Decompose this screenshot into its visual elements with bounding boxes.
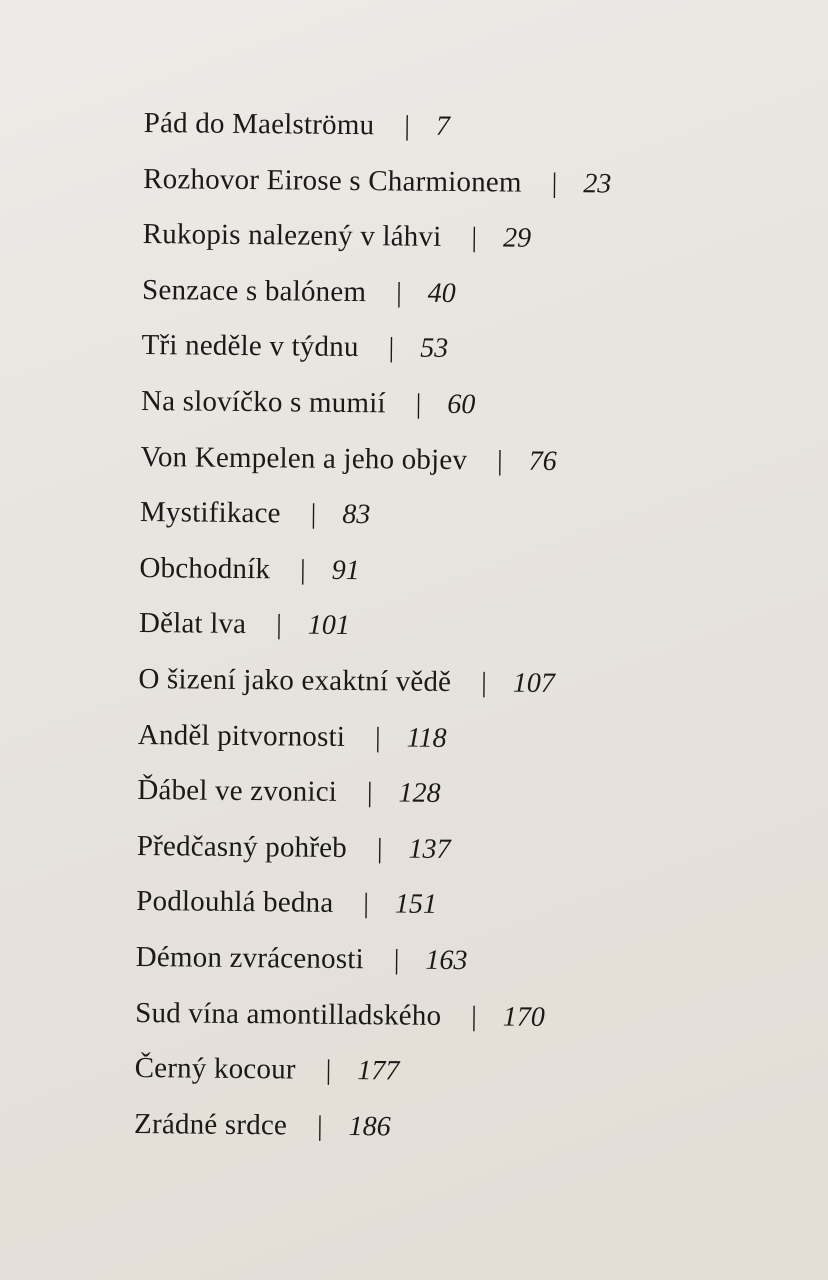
toc-separator: | xyxy=(481,667,487,699)
toc-entry xyxy=(135,985,780,1047)
toc-entry-title: Rozhovor Eirose s Charmionem xyxy=(143,162,522,199)
toc-entry-title: Sud vína amontilladského xyxy=(135,996,442,1032)
toc-separator: | xyxy=(393,944,400,976)
toc-entry-title: Podlouhlá bedna xyxy=(136,885,334,920)
toc-entry-title: Obchodník xyxy=(139,551,271,585)
toc-entry-title: Mystifikace xyxy=(139,496,281,530)
toc-entry-page: 101 xyxy=(307,609,350,642)
toc-entry xyxy=(135,930,780,992)
toc-separator: | xyxy=(415,388,422,420)
toc-entry-page: 53 xyxy=(420,333,449,365)
toc-entry-title: Rukopis nalezený v láhvi xyxy=(142,218,442,254)
toc-entry-title: Černý kocour xyxy=(134,1052,296,1086)
toc-separator: | xyxy=(376,832,383,865)
toc-entry-page: 186 xyxy=(348,1110,391,1143)
toc-entry-page: 170 xyxy=(502,1000,545,1033)
toc-entry-title: Dělat lva xyxy=(138,607,247,641)
toc-entry-title: Tři neděle v týdnu xyxy=(141,329,359,364)
toc-separator: | xyxy=(366,777,373,809)
toc-separator: | xyxy=(388,332,395,364)
toc-entry-title: Senzace s balónem xyxy=(141,273,367,308)
toc-entry-page: 7 xyxy=(435,110,451,142)
toc-entry-page: 40 xyxy=(427,277,456,309)
toc-entry xyxy=(141,318,786,380)
toc-separator: | xyxy=(471,222,478,254)
toc-entry xyxy=(142,263,787,325)
toc-entry-title: Anděl pitvornosti xyxy=(137,718,346,753)
toc-entry xyxy=(134,1041,779,1103)
toc-separator: | xyxy=(363,888,370,920)
toc-separator: | xyxy=(496,444,503,477)
toc-separator: | xyxy=(471,1000,477,1032)
toc-entry-page: 107 xyxy=(512,667,555,699)
toc-entry xyxy=(139,541,784,603)
toc-entry-page: 76 xyxy=(528,445,557,477)
toc-entry xyxy=(143,96,788,158)
toc-entry-page: 29 xyxy=(502,222,532,254)
toc-entry-title: Von Kempelen a jeho objev xyxy=(140,440,468,476)
toc-entry-page: 163 xyxy=(425,944,468,977)
toc-entry-page: 137 xyxy=(408,833,451,865)
toc-entry xyxy=(141,374,786,436)
toc-entry xyxy=(137,763,782,825)
toc-separator: | xyxy=(404,110,411,142)
toc-entry-title: Na slovíčko s mumií xyxy=(140,384,386,420)
toc-entry-title: Zrádné srdce xyxy=(133,1107,288,1142)
toc-entry xyxy=(142,207,787,269)
toc-separator: | xyxy=(374,721,381,753)
toc-entry-page: 118 xyxy=(406,722,447,754)
toc-entry-page: 151 xyxy=(394,888,438,921)
toc-entry xyxy=(138,652,783,714)
toc-entry-title: Pád do Maelströmu xyxy=(143,106,375,142)
toc-entry-page: 128 xyxy=(398,777,441,810)
toc-entry xyxy=(143,152,788,214)
toc-entry-title: O šizení jako exaktní vědě xyxy=(138,662,452,698)
toc-separator: | xyxy=(396,277,402,309)
toc-entry-title: Démon zvrácenosti xyxy=(135,940,364,976)
toc-separator: | xyxy=(276,609,282,641)
toc-entry xyxy=(137,819,782,881)
toc-entry-page: 60 xyxy=(447,388,476,421)
toc-entry-page: 91 xyxy=(331,554,360,586)
toc-separator: | xyxy=(551,167,558,199)
toc-separator: | xyxy=(316,1110,323,1142)
toc-entry xyxy=(139,596,784,658)
toc-entry-title: Předčasný pohřeb xyxy=(136,829,348,864)
toc-entry-page: 23 xyxy=(583,167,612,200)
toc-entry-page: 177 xyxy=(357,1055,400,1087)
toc-separator: | xyxy=(325,1054,332,1086)
table-of-contents xyxy=(134,96,788,1158)
toc-entry-page: 83 xyxy=(342,499,371,531)
toc-entry xyxy=(138,708,783,770)
toc-entry xyxy=(134,1097,779,1159)
toc-entry-title: Ďábel ve zvonici xyxy=(137,774,338,809)
toc-separator: | xyxy=(299,554,306,586)
toc-entry xyxy=(136,874,781,936)
toc-entry xyxy=(140,430,785,492)
toc-entry xyxy=(140,485,785,547)
toc-separator: | xyxy=(310,498,317,530)
